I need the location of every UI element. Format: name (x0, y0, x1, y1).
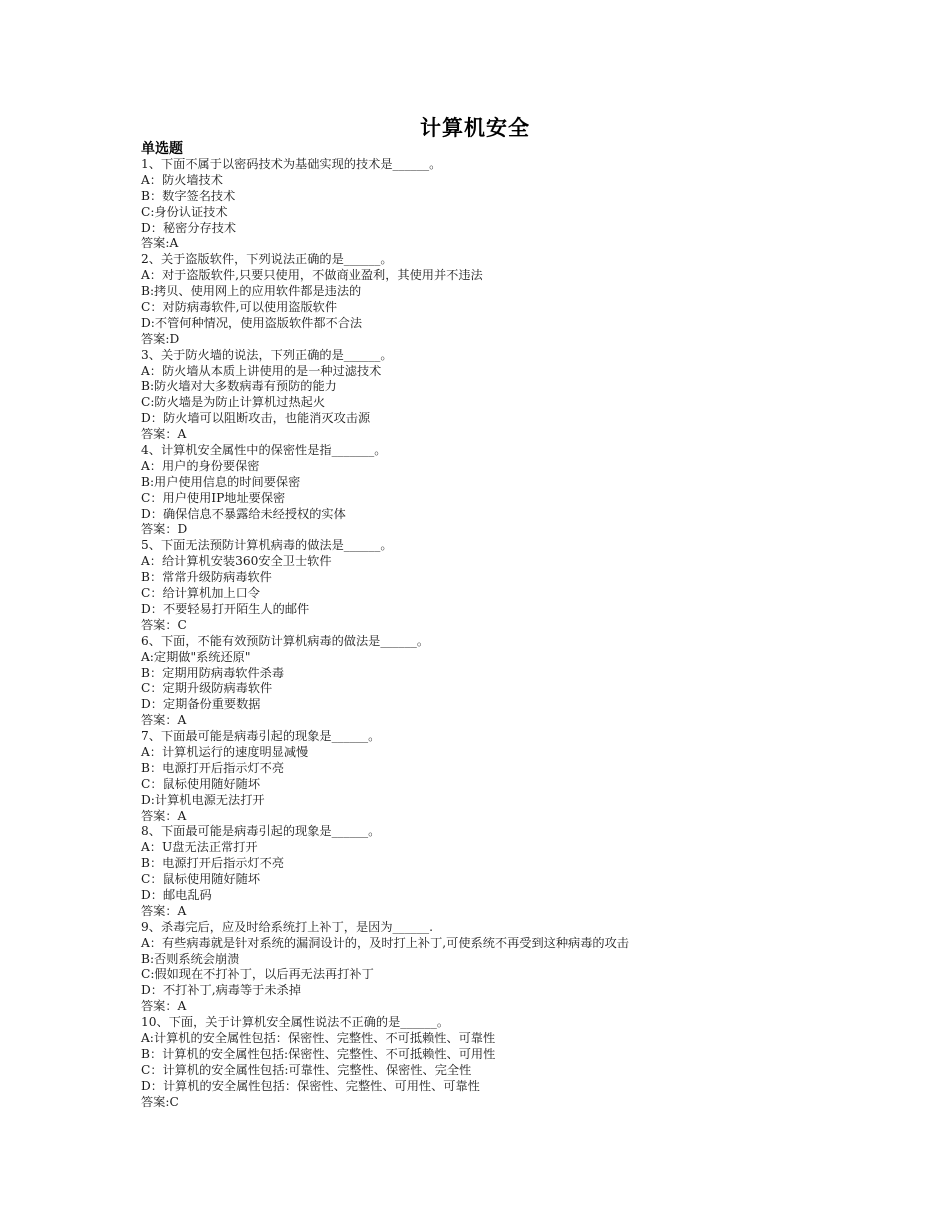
question-item (141, 157, 841, 252)
question-answer: 答案：D (141, 522, 188, 537)
question-list (141, 157, 841, 1110)
question-option: C：计算机的安全属性包括:可靠性、完整性、保密性、完全性 (141, 1062, 472, 1077)
question-stem: 10、下面，关于计算机安全属性说法不正确的是______。 (141, 1015, 450, 1030)
question-item (141, 920, 841, 1015)
question-option: C:身份认证技术 (141, 204, 228, 219)
question-option: B:否则系统会崩溃 (141, 951, 240, 966)
question-option: A：对于盗版软件,只要只使用，不做商业盈利，其使用并不违法 (141, 268, 483, 283)
question-option: D：秘密分存技术 (141, 220, 237, 235)
question-option: A：防火墙从本质上讲使用的是一种过滤技术 (141, 363, 382, 378)
question-answer: 答案：C (141, 617, 187, 632)
section-heading: 单选题 (141, 141, 183, 157)
question-answer: 答案：A (141, 999, 187, 1014)
question-item (141, 634, 841, 729)
question-item (141, 1015, 841, 1110)
question-stem: 1、下面不属于以密码技术为基础实现的技术是______。 (141, 157, 442, 171)
question-option: A：有些病毒就是针对系统的漏洞设计的，及时打上补丁,可使系统不再受到这种病毒的攻击 (141, 935, 629, 950)
question-stem: 8、下面最可能是病毒引起的现象是______。 (141, 824, 381, 839)
question-option: D:计算机电源无法打开 (141, 792, 265, 807)
question-option: C：鼠标使用随好随坏 (141, 872, 261, 887)
question-option: A：计算机运行的速度明显减慢 (141, 744, 309, 759)
question-item (141, 824, 841, 919)
question-stem: 3、关于防火墙的说法，下列正确的是______。 (141, 347, 393, 362)
question-option: C:防火墙是为防止计算机过热起火 (141, 395, 326, 410)
question-option: C:假如现在不打补丁，以后再无法再打补丁 (141, 967, 374, 982)
question-option: A：U盘无法正常打开 (141, 840, 258, 855)
question-stem: 7、下面最可能是病毒引起的现象是______。 (141, 729, 381, 744)
question-option: D：防火墙可以阻断攻击，也能消灭攻击源 (141, 411, 371, 426)
question-option: D：计算机的安全属性包括：保密性、完整性、可用性、可靠性 (141, 1078, 480, 1093)
question-stem: 9、杀毒完后，应及时给系统打上补丁，是因为______. (141, 919, 433, 934)
question-option: B:拷贝、使用网上的应用软件都是违法的 (141, 284, 362, 299)
question-answer: 答案：A (141, 903, 187, 918)
question-answer: 答案:C (141, 1094, 179, 1109)
question-stem: 2、关于盗版软件，下列说法正确的是______。 (141, 252, 393, 267)
question-item (141, 252, 841, 347)
question-option: A：防火墙技术 (141, 172, 223, 187)
question-answer: 答案:D (141, 331, 180, 346)
question-option: C：鼠标使用随好随坏 (141, 776, 261, 791)
question-stem: 6、下面，不能有效预防计算机病毒的做法是______。 (141, 633, 430, 648)
question-option: D：邮电乱码 (141, 887, 212, 902)
question-option: D：确保信息不暴露给未经授权的实体 (141, 506, 346, 521)
question-answer: 答案：A (141, 808, 187, 823)
document-title: 计算机安全 (420, 116, 530, 140)
question-option: B：定期用防病毒软件杀毒 (141, 665, 285, 680)
question-option: A:定期做"系统还原" (141, 649, 251, 664)
question-option: B：电源打开后指示灯不亮 (141, 856, 285, 871)
question-option: B：电源打开后指示灯不亮 (141, 760, 285, 775)
question-option: B：数字签名技术 (141, 188, 236, 203)
question-item (141, 443, 841, 538)
question-option: D：定期备份重要数据 (141, 697, 261, 712)
question-option: B：计算机的安全属性包括:保密性、完整性、不可抵赖性、可用性 (141, 1046, 496, 1061)
question-answer: 答案：A (141, 427, 187, 442)
question-option: A:计算机的安全属性包括：保密性、完整性、不可抵赖性、可靠性 (141, 1030, 496, 1045)
question-item (141, 729, 841, 824)
question-option: B:防火墙对大多数病毒有预防的能力 (141, 379, 337, 394)
question-option: D：不要轻易打开陌生人的邮件 (141, 601, 310, 616)
question-option: D：不打补丁,病毒等于未杀掉 (141, 983, 301, 998)
question-item (141, 348, 841, 443)
question-option: C：定期升级防病毒软件 (141, 681, 273, 696)
question-stem: 5、下面无法预防计算机病毒的做法是______。 (141, 538, 393, 553)
question-option: B:用户使用信息的时间要保密 (141, 474, 301, 489)
question-option: A：用户的身份要保密 (141, 458, 260, 473)
question-answer: 答案：A (141, 713, 187, 728)
question-option: D:不管何种情况，使用盗版软件都不合法 (141, 315, 363, 330)
question-option: C：对防病毒软件,可以使用盗版软件 (141, 300, 338, 315)
question-answer: 答案:A (141, 236, 179, 251)
question-option: C：用户使用IP地址要保密 (141, 490, 286, 505)
question-option: A：给计算机安装360安全卫士软件 (141, 554, 332, 569)
question-option: C：给计算机加上口令 (141, 586, 261, 601)
question-stem: 4、计算机安全属性中的保密性是指_______。 (141, 443, 387, 458)
question-item (141, 538, 841, 633)
question-option: B：常常升级防病毒软件 (141, 570, 272, 585)
